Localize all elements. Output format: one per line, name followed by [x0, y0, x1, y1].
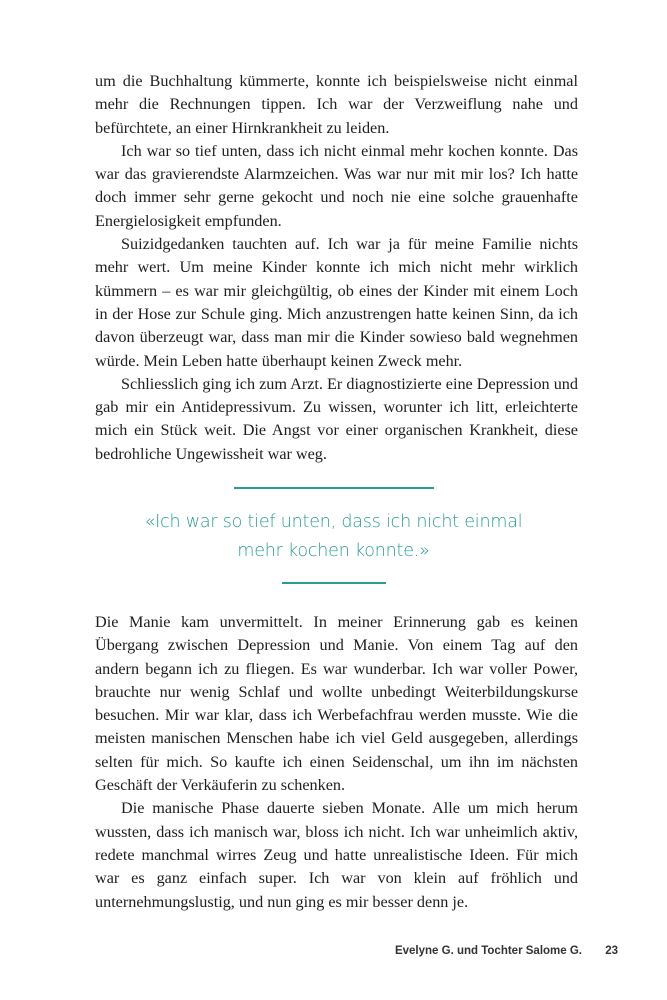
page-footer — [360, 945, 618, 965]
pull-quote-top-rule — [234, 487, 434, 489]
pull-quote-line: «Ich war so tief unten, dass ich nicht einmal — [144, 512, 523, 532]
body-text-bottom — [95, 611, 578, 914]
pull-quote-bottom-rule — [282, 582, 386, 584]
running-title: Evelyne G. und Tochter Salome G. — [394, 945, 582, 957]
paragraph: Die Manie kam unvermittelt. In meiner Erinnerung gab es keinen Übergang zwischen Depression und Manie. Von einem Tag auf den andern begann ich zu fliegen. Es war wunderbar. Ich war voller Power, brauchte nur wenig Schlaf und wollte unbedingt Weiterbildungskurse besuchen. Mir war klar, dass ich Werbefachfrau werden musste. Wie die meisten manischen Menschen habe ich viel Geld ausgegeben, allerdings selten für mich. So kaufte ich einen Seidenschal, um ihn im nächsten Geschäft der Verkäuferin zu schenken. — [95, 613, 578, 795]
pull-quote-text — [95, 508, 572, 566]
paragraph: um die Buchhaltung kümmerte, konnte ich beispielsweise nicht einmal mehr die Rechnungen tippen. Ich war der Verzweiflung nahe und befürchtete, an einer Hirnkrankheit zu leiden. — [95, 72, 578, 137]
paragraph: Ich war so tief unten, dass ich nicht einmal mehr kochen konnte. Das war das gravierendste Alarmzeichen. Was war nur mit mir los? Ich hatte doch immer sehr gerne gekocht und noch nie eine solche grauenhafte Energielosigkeit empfunden. — [95, 141, 578, 230]
pull-quote-line: mehr kochen konnte.» — [237, 541, 430, 561]
paragraph: Die manische Phase dauerte sieben Monate. Alle um mich herum wussten, dass ich manisch war, bloss ich nicht. Ich war unheimlich aktiv, redete manchmal wirres Zeug und hatte unrealistische Ideen. Für mich war es ganz einfach super. Ich war von klein auf fröhlich und unternehmungslustig, und nun ging es mir besser denn je. — [95, 799, 578, 911]
body-text-top — [95, 70, 578, 466]
paragraph: Schliesslich ging ich zum Arzt. Er diagnostizierte eine Depression und gab mir ein Antidepressivum. Zu wissen, worunter ich litt, erleichterte mich ein Stück weit. Die Angst vor einer organischen Krankheit, diese bedrohliche Ungewissheit war weg. — [95, 374, 578, 463]
paragraph: Suizidgedanken tauchten auf. Ich war ja für meine Familie nichts mehr wert. Um meine Kinder konnte ich mich nicht mehr wirklich kümmern – es war mir gleichgültig, ob eines der Kinder mit einem Loch in der Hose zur Schule ging. Mich anzustrengen hatte keinen Sinn, da ich davon überzeugt war, dass man mir die Kinder sowieso bald wegnehmen würde. Mein Leben hatte überhaupt keinen Zweck mehr. — [95, 235, 578, 370]
pull-quote — [95, 487, 572, 584]
page-number: 23 — [605, 945, 618, 957]
